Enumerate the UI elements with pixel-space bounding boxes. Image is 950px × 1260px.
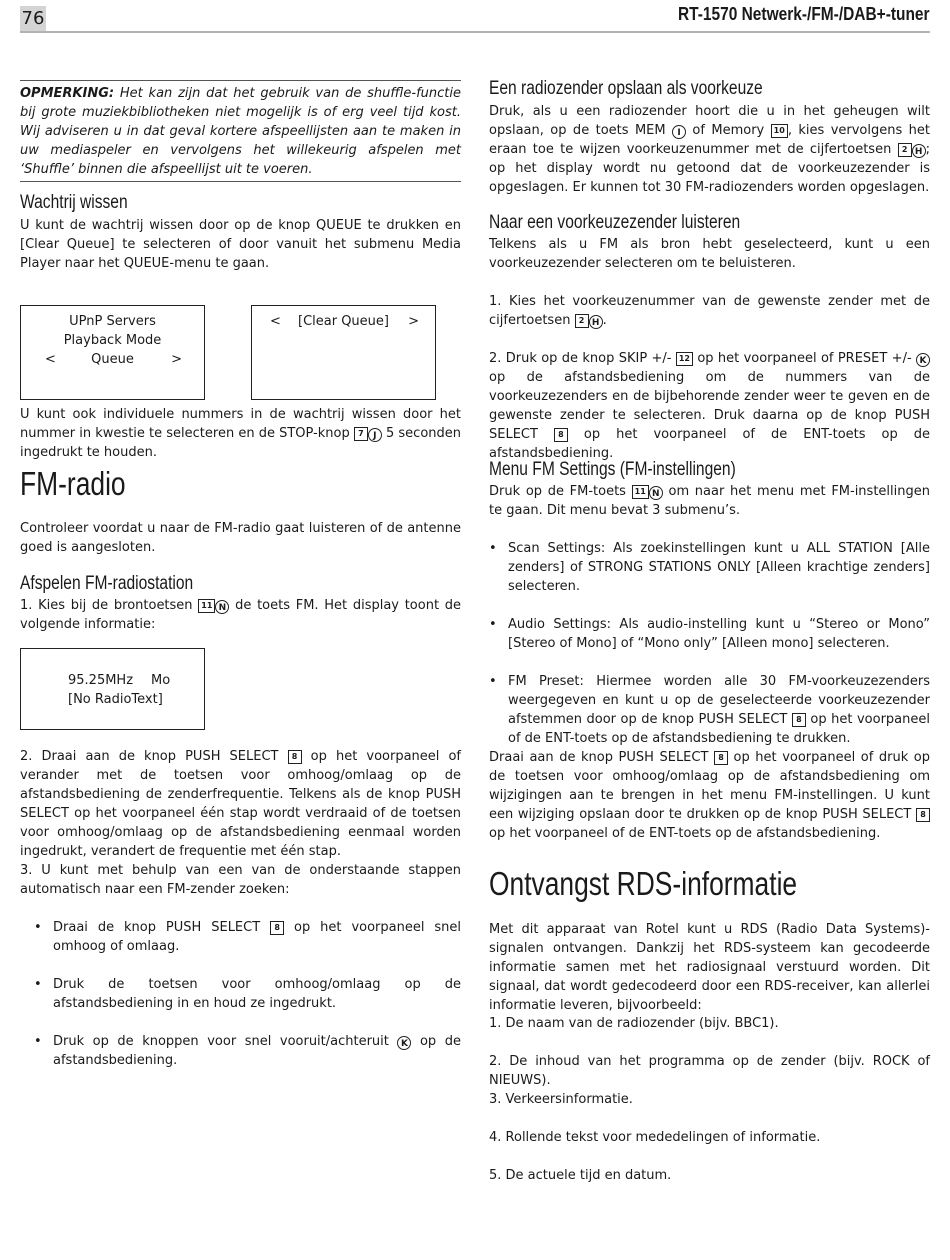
rds-paragraph: Met dit apparaat van Rotel kunt u RDS (Radio Data Systems)-signalen ontvangen. Dankzij het RDS-systeem kan gecodeerde informatie samen met het radiosignaal verstuurd worden. Dit signaal, dat wordt gedecodeerd door een RDS-receiver, kan allerlei informatie leveren, bijvoorbeeld: xyxy=(489,922,930,1013)
list-item: • Scan Settings: Als zoekinstellingen kunt u ALL STATION [Alle zenders] of STRONG STATIONS ONLY [Alleen krachtige zenders] selecteren. xyxy=(489,539,930,596)
save-preset-heading: Een radiozender opslaan als voorkeuze xyxy=(489,78,763,99)
note-text: Het kan zijn dat het gebruik van de shuffle-functie bij grote muziekbibliotheken niet mogelijk is of erg veel tijd kost. Wij adviseren u in dat geval kortere afspeellijsten aan te maken in uw mediaspeler en vervolgens het willekeurig afspelen met ‘Shuffle’ binnen die afspeellijst uit te voeren. xyxy=(20,86,461,177)
display-arrow-left: < xyxy=(270,314,281,329)
display-arrow-right: > xyxy=(408,314,419,329)
listen-step-1: 1. Kies het voorkeuzenummer van de gewenste zender met de cijfertoetsen 2 H . xyxy=(489,294,930,328)
list-item: • Audio Settings: Als audio-instelling kunt u “Stereo or Mono” [Stereo of Mono] of “Mono only” [Alleen mono] selecteren. xyxy=(489,615,930,653)
header-title: RT-1570 Netwerk-/FM-/DAB+-tuner xyxy=(678,4,930,24)
fm-settings-paragraph-2: Draai aan de knop PUSH SELECT 8 op het voorpaneel of druk op de toetsen voor omhoog/omlaag op de afstandsbediening om wijzigingen aan te brengen in het menu FM-instellingen. U kunt een wijziging opslaan door te drukken op de knop PUSH SELECT 8 op het voorpaneel of de ENT-toets op de afstandsbediening. xyxy=(489,750,930,841)
queue-paragraph-2: U kunt ook individuele nummers in de wachtrij wissen door het nummer in kwestie te selecteren en de STOP-knop 7 J 5 seconden ingedrukt te houden. xyxy=(20,407,461,460)
key-8-icon: 8 xyxy=(288,750,302,764)
fm-settings-bullets xyxy=(489,539,930,748)
note-box xyxy=(20,80,461,182)
listen-paragraph: Telkens als u FM als bron hebt geselecteerd, kunt u een voorkeuzezender selecteren om te beluisteren. xyxy=(489,237,930,271)
display-fm-line-2: [No RadioText] xyxy=(68,692,163,707)
fm-radio-heading: FM-radio xyxy=(20,465,126,502)
queue-paragraph-1: U kunt de wachtrij wissen door op de knop QUEUE te drukken en [Clear Queue] te selecteren of door vanuit het submenu Media Player naar het QUEUE-menu te gaan. xyxy=(20,218,461,271)
key-2-icon: 2 xyxy=(575,314,589,328)
rds-item: 5. De actuele tijd en datum. xyxy=(489,1168,672,1183)
display-menu-line-3 xyxy=(21,350,204,369)
display-clear-queue xyxy=(251,305,436,400)
play-step-3: 3. U kunt met behulp van een van de onderstaande stappen automatisch naar een FM-zender zoeken: xyxy=(20,863,461,897)
display-fm xyxy=(20,648,205,730)
display-arrow-left: < xyxy=(45,352,56,367)
display-mode: Mo xyxy=(151,673,171,688)
circled-h-icon: H xyxy=(589,315,603,329)
rds-item: 3. Verkeersinformatie. xyxy=(489,1092,633,1107)
header-divider xyxy=(20,31,930,33)
page-number: 76 xyxy=(20,6,46,32)
key-11-icon: 11 xyxy=(632,485,649,499)
circled-n-icon: N xyxy=(215,600,229,614)
key-11-icon: 11 xyxy=(198,599,215,613)
circled-i-icon: I xyxy=(672,125,686,139)
fm-paragraph: Controleer voordat u naar de FM-radio gaat luisteren of de antenne goed is aangesloten. xyxy=(20,521,461,555)
circled-k-icon: K xyxy=(397,1036,411,1050)
fm-settings-paragraph: Druk op de FM-toets 11 N om naar het menu met FM-instellingen te gaan. Dit menu bevat 3 submenu’s. xyxy=(489,484,930,518)
key-8-icon: 8 xyxy=(714,751,728,765)
listen-step-2: 2. Druk op de knop SKIP +/- 12 op het voorpaneel of PRESET +/- K op de afstandsbediening om de nummers van de voorkeuzezenders en de bijbehorende zender weer te geven en de gewenste zender te selecteren. Druk daarna op de knop PUSH SELECT 8 op het voorpaneel of de ENT-toets op de afstandsbediening. xyxy=(489,351,930,461)
display-menu xyxy=(20,305,205,400)
circled-n-icon: N xyxy=(649,486,663,500)
queue-heading: Wachtrij wissen xyxy=(20,192,128,213)
display-arrow-right: > xyxy=(171,352,182,367)
circled-j-icon: J xyxy=(368,428,382,442)
play-heading: Afspelen FM-radiostation xyxy=(20,573,194,594)
display-frequency: 95.25MHz xyxy=(68,673,134,688)
rds-item: 4. Rollende tekst voor mededelingen of informatie. xyxy=(489,1130,821,1145)
list-item: • Druk op de knoppen voor snel vooruit/achteruit K op de afstandsbediening. xyxy=(34,1032,461,1070)
rds-item: 2. De inhoud van het programma op de zender (bijv. ROCK of NIEUWS). xyxy=(489,1054,930,1088)
note-label: OPMERKING: xyxy=(20,86,115,101)
display-menu-line-1: UPnP Servers xyxy=(69,314,156,329)
play-step-1: 1. Kies bij de brontoetsen 11 N de toets FM. Het display toont de volgende informatie: xyxy=(20,598,462,632)
key-8-icon: 8 xyxy=(554,428,568,442)
fm-settings-heading: Menu FM Settings (FM-instellingen) xyxy=(489,459,736,480)
display-clear-queue-text: [Clear Queue] xyxy=(298,314,389,329)
play-step-2: 2. Draai aan de knop PUSH SELECT 8 op het voorpaneel of verander met de toetsen voor omhoog/omlaag op de afstandsbediening de zenderfrequentie. Telkens als de knop PUSH SELECT op het voorpaneel één stap wordt verdraaid of de toetsen voor omhoog/omlaag op de afstandsbediening eenmaal worden ingedrukt, verandert de frequentie met één stap. xyxy=(20,749,461,859)
key-8-icon: 8 xyxy=(792,713,806,727)
save-preset-paragraph: Druk, als u een radiozender hoort die u in het geheugen wilt opslaan, op de toets MEM I of Memory 10 , kies vervolgens het eraan toe te wijzen voorkeuzenummer met de cijfertoetsen 2 H ; op het display wordt nu getoond dat de voorkeuzezender is opgeslagen. Er kunnen tot 30 FM-radiozenders worden opgeslagen. xyxy=(489,104,931,195)
search-bullets xyxy=(34,918,461,1070)
list-item: • FM Preset: Hiermee worden alle 30 FM-voorkeuzezenders weergegeven en kunt u op de geselecteerde voorkeuzezender afstemmen door op de knop PUSH SELECT 8 op het voorpaneel of de ENT-toets op de afstandsbediening te drukken. xyxy=(489,672,930,748)
rds-heading: Ontvangst RDS-informatie xyxy=(489,865,798,902)
key-7-icon: 7 xyxy=(354,427,368,441)
list-item: • Druk de toetsen voor omhoog/omlaag op de afstandsbediening in en houd ze ingedrukt. xyxy=(34,975,461,1013)
key-8-icon: 8 xyxy=(270,921,284,935)
display-menu-line-2: Playback Mode xyxy=(63,333,162,348)
circled-k-icon: K xyxy=(916,353,930,367)
display-fm-line-1 xyxy=(21,671,204,690)
key-12-icon: 12 xyxy=(676,352,693,366)
list-item: • Draai de knop PUSH SELECT 8 op het voorpaneel snel omhoog of omlaag. xyxy=(34,918,461,956)
key-2-icon: 2 xyxy=(898,143,912,157)
circled-h-icon: H xyxy=(912,144,926,158)
key-8-icon: 8 xyxy=(916,808,930,822)
key-10-icon: 10 xyxy=(771,124,788,138)
rds-item: 1. De naam van de radiozender (bijv. BBC1). xyxy=(489,1016,779,1031)
display-menu-queue: Queue xyxy=(91,352,134,367)
listen-preset-heading: Naar een voorkeuzezender luisteren xyxy=(489,212,741,233)
